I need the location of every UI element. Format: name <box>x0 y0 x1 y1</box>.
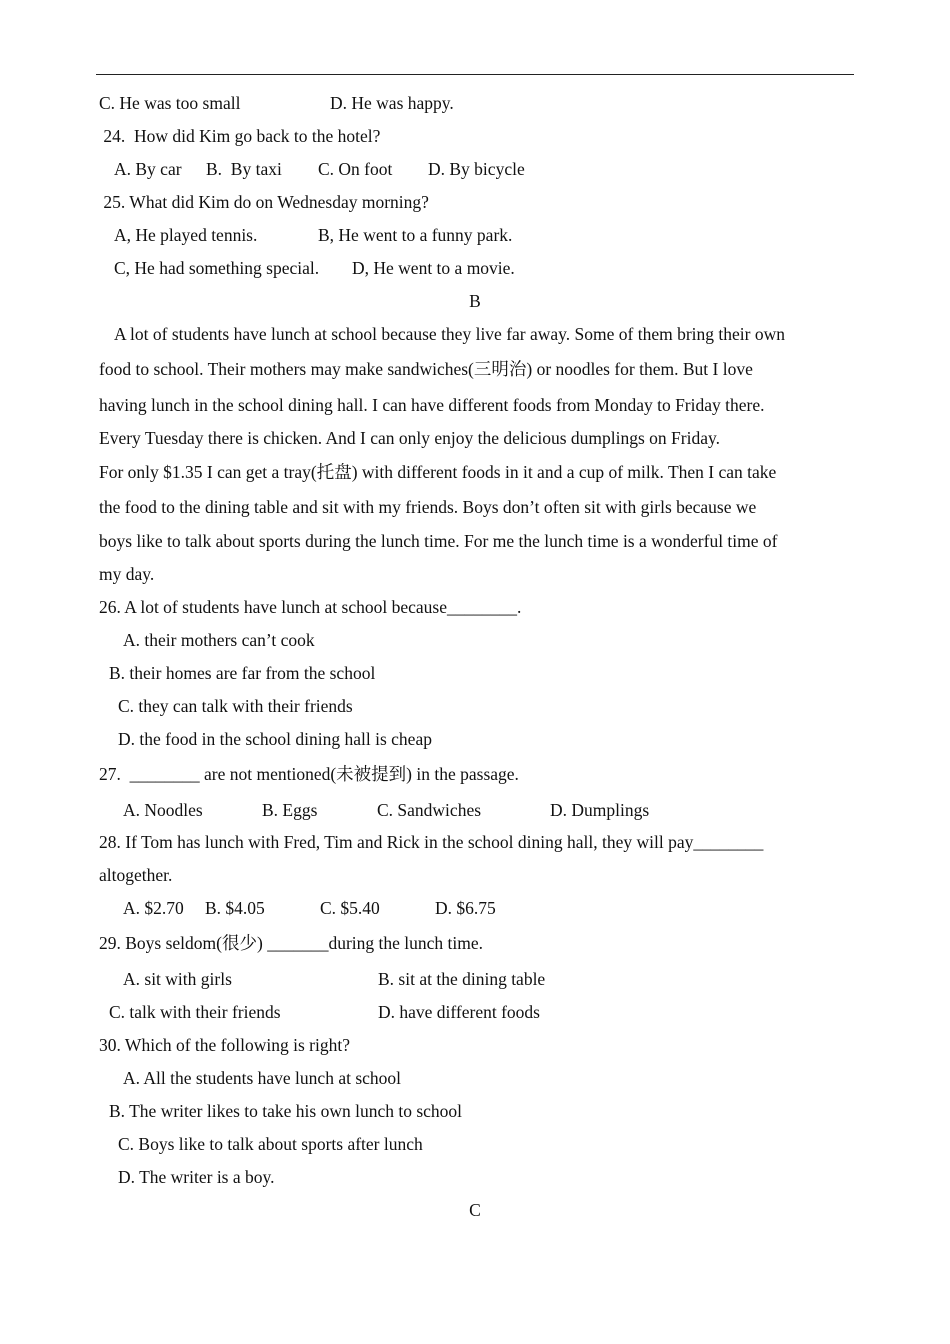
q25-question: 25. What did Kim do on Wednesday morning? <box>99 192 429 212</box>
q24-question: 24. How did Kim go back to the hotel? <box>99 126 381 146</box>
header-rule <box>96 74 854 75</box>
q25-option-d: D, He went to a movie. <box>352 258 515 278</box>
passage-line: Every Tuesday there is chicken. And I can only enjoy the delicious dumplings on Friday. <box>99 428 720 448</box>
q25-option-c: C, He had something special. <box>114 258 320 278</box>
q26-option-a: A. their mothers can’t cook <box>123 630 315 650</box>
q24-option-d: D. By bicycle <box>428 159 525 179</box>
q23-option-d: D. He was happy. <box>330 93 454 113</box>
passage-line: For only $1.35 I can get a tray(托盘) with different foods in it and a cup of milk. Then I can take <box>99 462 777 482</box>
q30-option-d: D. The writer is a boy. <box>118 1167 275 1187</box>
q27-option-c: C. Sandwiches <box>377 800 482 820</box>
section-b-heading: B <box>469 291 481 311</box>
q29-option-c: C. talk with their friends <box>109 1002 281 1022</box>
passage-line: having lunch in the school dining hall. I can have different foods from Monday to Friday there. <box>99 395 765 415</box>
q25-option-a: A, He played tennis. <box>114 225 258 245</box>
q26-option-d: D. the food in the school dining hall is cheap <box>118 729 432 749</box>
q24-option-a: A. By car <box>114 159 182 179</box>
q27-option-a: A. Noodles <box>123 800 203 820</box>
q24-option-c: C. On foot <box>318 159 393 179</box>
q28-option-d: D. $6.75 <box>435 898 496 918</box>
q30-option-b: B. The writer likes to take his own lunch to school <box>109 1101 463 1121</box>
q27-option-d: D. Dumplings <box>550 800 650 820</box>
q28-question-cont: altogether. <box>99 865 173 885</box>
q27-question: 27. ________ are not mentioned(未被提到) in the passage. <box>99 764 519 784</box>
passage-line: boys like to talk about sports during the lunch time. For me the lunch time is a wonderful time of <box>99 531 778 551</box>
q25-option-b: B, He went to a funny park. <box>318 225 513 245</box>
q26-option-c: C. they can talk with their friends <box>118 696 353 716</box>
q28-question: 28. If Tom has lunch with Fred, Tim and Rick in the school dining hall, they will pay________ <box>99 832 764 852</box>
q29-question: 29. Boys seldom(很少) _______during the lunch time. <box>99 933 483 953</box>
passage-line: the food to the dining table and sit with my friends. Boys don’t often sit with girls because we <box>99 497 757 517</box>
q29-option-b: B. sit at the dining table <box>378 969 546 989</box>
section-c-heading: C <box>469 1200 481 1220</box>
q30-option-a: A. All the students have lunch at school <box>123 1068 402 1088</box>
q29-option-d: D. have different foods <box>378 1002 540 1022</box>
q27-option-b: B. Eggs <box>262 800 318 820</box>
passage-line: my day. <box>99 564 155 584</box>
q26-question: 26. A lot of students have lunch at school because________. <box>99 597 522 617</box>
passage-line: A lot of students have lunch at school because they live far away. Some of them bring their own <box>114 324 785 344</box>
q28-option-a: A. $2.70 <box>123 898 184 918</box>
q28-option-b: B. $4.05 <box>205 898 265 918</box>
q30-option-c: C. Boys like to talk about sports after lunch <box>118 1134 423 1154</box>
q28-option-c: C. $5.40 <box>320 898 380 918</box>
passage-line: food to school. Their mothers may make sandwiches(三明治) or noodles for them. But I love <box>99 359 753 379</box>
q23-option-c: C. He was too small <box>99 93 241 113</box>
q29-option-a: A. sit with girls <box>123 969 232 989</box>
q24-option-b: B. By taxi <box>206 159 282 179</box>
q26-option-b: B. their homes are far from the school <box>109 663 376 683</box>
q30-question: 30. Which of the following is right? <box>99 1035 350 1055</box>
